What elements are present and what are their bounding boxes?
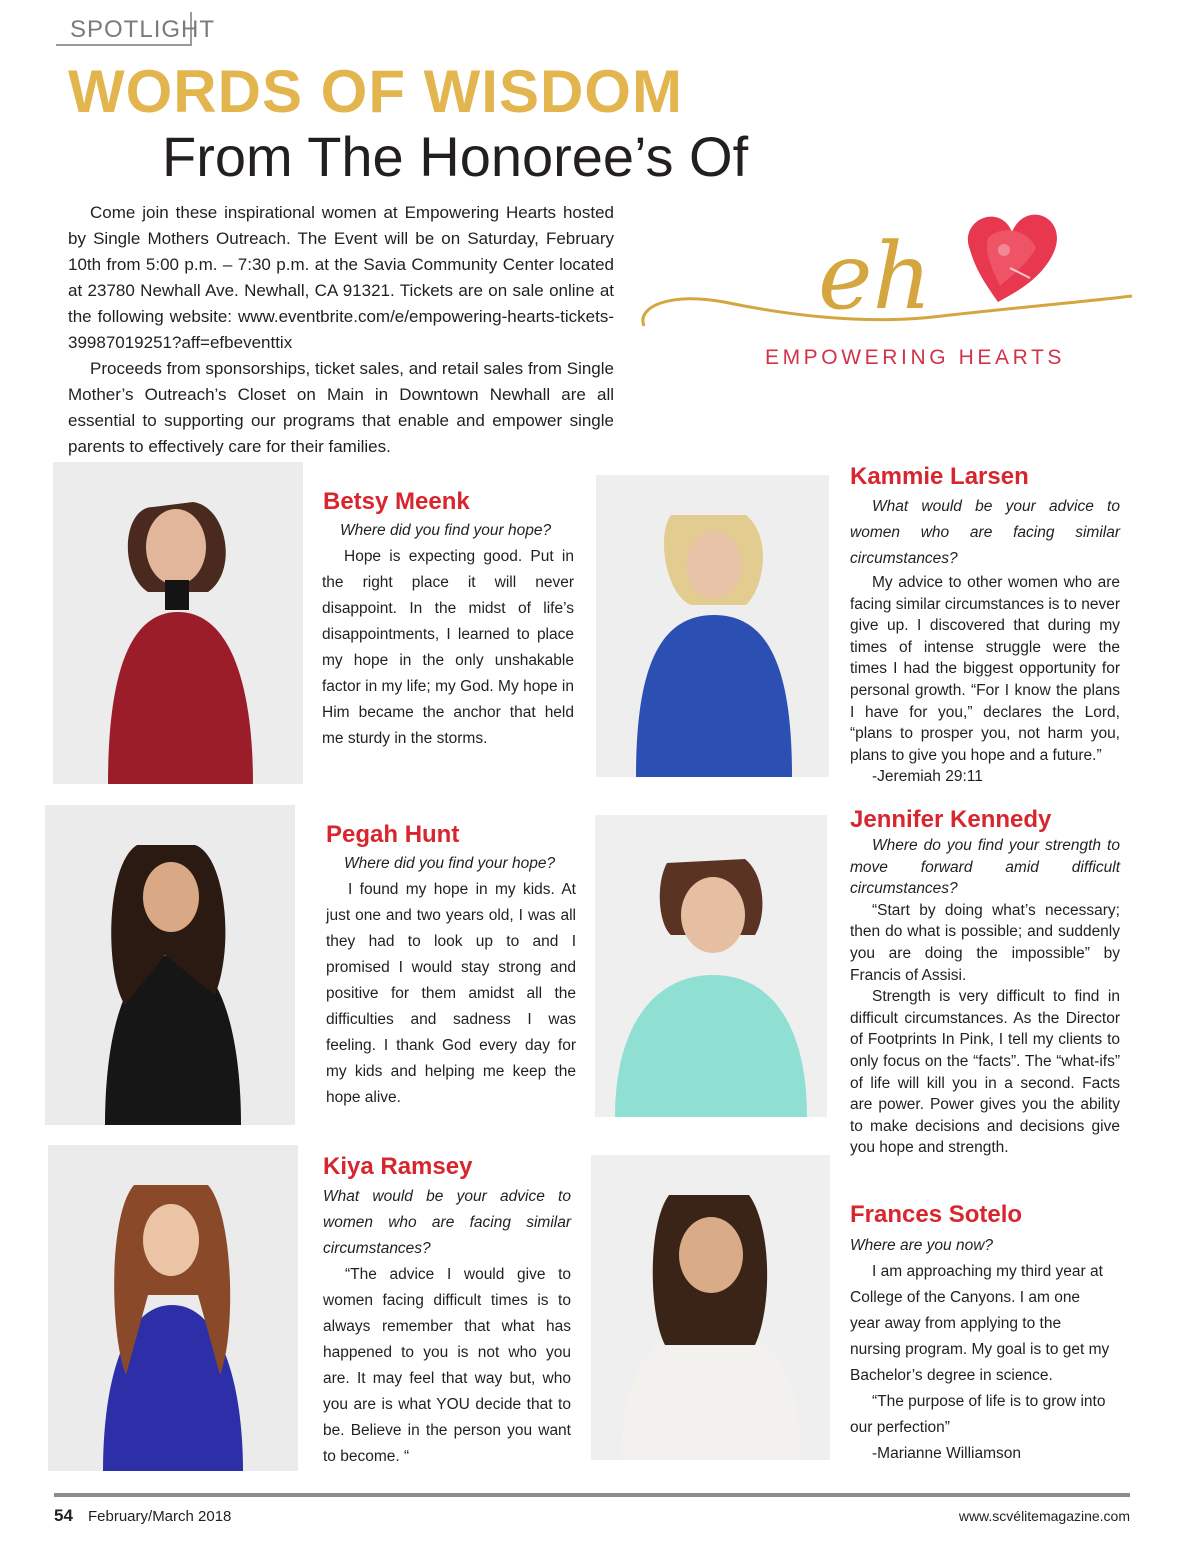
question: Where did you find your hope? xyxy=(340,522,552,539)
honoree-text-kiya-ramsey xyxy=(323,1184,571,1470)
question: Where do you find your strength to move forward amid difficult circumstances? xyxy=(850,837,1120,898)
honoree-name-frances-sotelo: Frances Sotelo xyxy=(850,1201,1023,1228)
honoree-text-frances-sotelo xyxy=(850,1233,1112,1467)
honoree-name-pegah-hunt: Pegah Hunt xyxy=(326,821,460,848)
website-url: www.scvélitemagazine.com xyxy=(958,1508,1130,1524)
photo-kiya-ramsey xyxy=(48,1145,298,1471)
question: What would be your advice to women who are facing similar circumstances? xyxy=(323,1188,571,1257)
photo-betsy-meenk xyxy=(53,462,303,784)
section-label: SPOTLIGHT xyxy=(70,16,216,43)
answer: Strength is very difficult to find in difficult circumstances. As the Director of Footprints In Pink, I tell my clients to only focus on the “facts”. The “what-ifs” of life will kill you in a second. Facts are power. Power gives you the ability to make decisions and decisions give you hope and strength. xyxy=(850,988,1120,1157)
honoree-name-betsy-meenk: Betsy Meenk xyxy=(323,488,470,515)
quote: “Start by doing what’s necessary; then do what is possible; and suddenly you are doing the impossible” by Francis of Assisi. xyxy=(850,901,1120,984)
photo-kammie-larsen xyxy=(596,475,829,777)
answer: “The advice I would give to women facing difficult times is to always remember that what has happened to you is not who you are. It may feel that way but, who you are is what YOU decide that to be. Believe in the person you want to become. “ xyxy=(323,1266,571,1465)
answer: I am approaching my third year at College of the Canyons. I am one year away from applying to the nursing program. My goal is to get my Bachelor’s degree in science. xyxy=(850,1263,1110,1384)
honoree-name-kiya-ramsey: Kiya Ramsey xyxy=(323,1153,473,1180)
question: Where are you now? xyxy=(850,1237,994,1254)
intro-paragraph-2: Proceeds from sponsorships, ticket sales, and retail sales from Single Mother’s Outreach’s Closet on Main in Downtown Newhall are all essential to supporting our programs that enable and empower single parents to effectively care for their families. xyxy=(68,359,614,456)
empowering-hearts-logo xyxy=(632,198,1138,380)
logo-monogram: eh xyxy=(818,223,932,330)
attribution: -Marianne Williamson xyxy=(872,1445,1022,1462)
honoree-name-kammie-larsen: Kammie Larsen xyxy=(850,463,1029,490)
quote: “The purpose of life is to grow into our perfection” xyxy=(850,1393,1106,1436)
logo-mark xyxy=(632,198,1138,348)
answer: My advice to other women who are facing similar circumstances is to never give up. I discovered that during my times of intense struggle were the times I had the biggest opportunity for personal growth. “For I know the plans I have for you,” declares the Lord, “plans to prosper you, not harm you, plans to give you hope and a future.” xyxy=(850,574,1120,764)
honoree-text-betsy-meenk xyxy=(322,518,574,752)
honoree-text-kammie-larsen xyxy=(850,494,1120,788)
intro-text xyxy=(68,200,614,460)
page-number: 54 xyxy=(54,1506,73,1525)
intro-paragraph-1: Come join these inspirational women at Empowering Hearts hosted by Single Mothers Outreach. The Event will be on Saturday, February 10th from 5:00 p.m. – 7:30 p.m. at the Savia Community Center located at 23780 Newhall Ave. Newhall, CA 91321. Tickets are on sale online at the following website: www.eventbrite.com/e/empowering-hearts-tickets-39987019251?aff=efbeventtix xyxy=(68,203,614,352)
answer: Hope is expecting good. Put in the right place it will never disappoint. In the midst of life’s disappointments, I learned to place my hope in the only unshakable factor in my life; my God. My hope in Him became the anchor that held me sturdy in the storms. xyxy=(322,548,574,747)
question: What would be your advice to women who are facing similar circumstances? xyxy=(850,498,1120,567)
honoree-name-jennifer-kennedy: Jennifer Kennedy xyxy=(850,806,1052,833)
answer: I found my hope in my kids. At just one and two years old, I was all they had to look up to and I promised I would stay strong and positive for them amidst all the difficulties and sadness I was feeling. I thank God every day for my kids and helping me keep the hope alive. xyxy=(326,881,576,1106)
question: Where did you find your hope? xyxy=(344,855,556,872)
page-subtitle: From The Honoree’s Of xyxy=(162,125,749,188)
honoree-text-jennifer-kennedy xyxy=(850,835,1120,1159)
footer-divider xyxy=(54,1493,1130,1497)
photo-jennifer-kennedy xyxy=(595,815,827,1117)
logo-text: EMPOWERING HEARTS xyxy=(764,346,1065,369)
section-tag xyxy=(56,12,216,46)
attribution: -Jeremiah 29:11 xyxy=(872,768,983,786)
issue-date: February/March 2018 xyxy=(88,1508,232,1525)
photo-pegah-hunt xyxy=(45,805,295,1125)
honoree-text-pegah-hunt xyxy=(326,851,576,1111)
photo-frances-sotelo xyxy=(591,1155,830,1460)
page-title: WORDS OF WISDOM xyxy=(68,58,683,125)
